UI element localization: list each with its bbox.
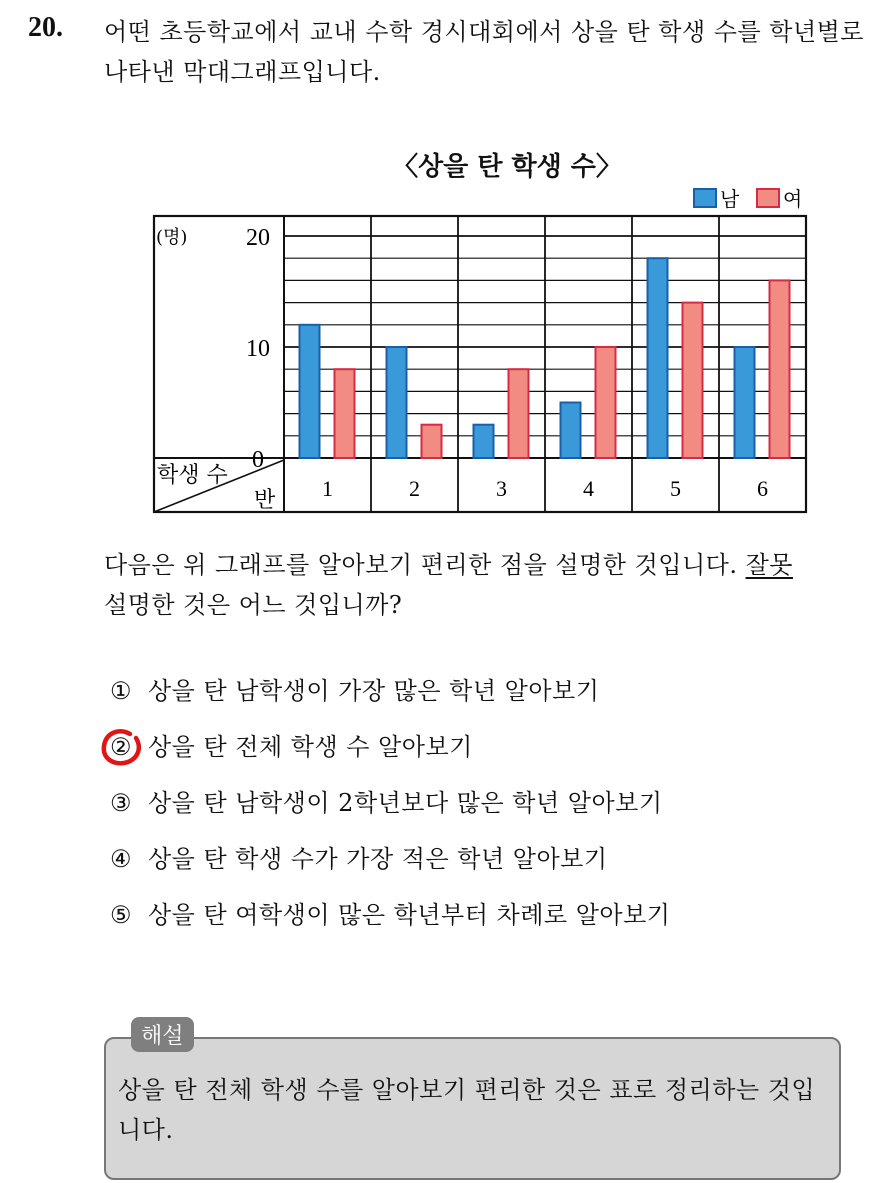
y-tick-label: 0 bbox=[252, 447, 264, 473]
option-4-number: ④ bbox=[110, 845, 133, 873]
bar-남-3 bbox=[474, 425, 494, 458]
option-3[interactable] bbox=[110, 787, 663, 819]
option-4[interactable] bbox=[110, 843, 608, 875]
question-number: 20. bbox=[28, 12, 63, 43]
option-5-text: 상을 탄 여학생이 많은 학년부터 차례로 알아보기 bbox=[148, 901, 671, 929]
bar-남-5 bbox=[648, 258, 668, 458]
legend-label-남: 남 bbox=[720, 187, 740, 211]
explanation-text: 상을 탄 전체 학생 수를 알아보기 편리한 것은 표로 정리하는 것입니다. bbox=[118, 1076, 816, 1144]
bar-여-5 bbox=[683, 303, 703, 458]
option-2[interactable] bbox=[110, 731, 473, 763]
x-category-label: 4 bbox=[583, 476, 594, 501]
x-category-label: 5 bbox=[670, 476, 681, 501]
x-category-label: 2 bbox=[409, 476, 420, 501]
x-category-label: 6 bbox=[757, 476, 768, 501]
x-category-label: 3 bbox=[496, 476, 507, 501]
option-1-number: ① bbox=[110, 677, 133, 705]
x-category-label: 1 bbox=[322, 476, 333, 501]
legend-label-여: 여 bbox=[783, 187, 803, 211]
y-tick-label: 20 bbox=[246, 225, 270, 251]
option-4-text: 상을 탄 학생 수가 가장 적은 학년 알아보기 bbox=[148, 845, 608, 873]
option-3-text: 상을 탄 남학생이 2학년보다 많은 학년 알아보기 bbox=[148, 789, 663, 817]
description-underlined: 잘못 bbox=[745, 551, 793, 579]
question-text: 어떤 초등학교에서 교내 수학 경시대회에서 상을 탄 학생 수를 학년별로 나타낸 막대그래프입니다. bbox=[104, 18, 864, 86]
option-5-number: ⑤ bbox=[110, 901, 133, 929]
option-5[interactable] bbox=[110, 899, 670, 931]
legend-swatch-여 bbox=[757, 189, 779, 207]
bar-남-6 bbox=[735, 347, 755, 458]
corner-top-label: 학생 수 bbox=[157, 463, 228, 488]
bar-여-4 bbox=[596, 347, 616, 458]
y-tick-label: 10 bbox=[246, 336, 270, 362]
bar-남-2 bbox=[387, 347, 407, 458]
option-1-text: 상을 탄 남학생이 가장 많은 학년 알아보기 bbox=[148, 677, 600, 705]
description-part1: 다음은 위 그래프를 알아보기 편리한 점을 설명한 것입니다. bbox=[104, 551, 746, 579]
answer-circle-mark bbox=[100, 728, 144, 768]
bar-chart bbox=[0, 0, 884, 540]
question-description bbox=[104, 545, 864, 625]
bar-여-2 bbox=[422, 425, 442, 458]
legend-swatch-남 bbox=[694, 189, 716, 207]
bar-남-4 bbox=[561, 403, 581, 459]
option-1[interactable] bbox=[110, 675, 599, 707]
corner-bottom-label: 반 bbox=[254, 488, 276, 513]
y-unit-label: (명) bbox=[156, 227, 188, 248]
chart-title: 〈상을 탄 학생 수〉 bbox=[392, 152, 622, 182]
bar-여-1 bbox=[335, 369, 355, 458]
option-3-number: ③ bbox=[110, 789, 133, 817]
option-2-number: ② bbox=[110, 733, 133, 761]
explanation-label: 해설 bbox=[131, 1017, 194, 1052]
bar-남-1 bbox=[300, 325, 320, 458]
bar-여-3 bbox=[509, 369, 529, 458]
bar-여-6 bbox=[770, 280, 790, 458]
description-part2: 설명한 것은 어느 것입니까? bbox=[104, 591, 403, 619]
option-2-text: 상을 탄 전체 학생 수 알아보기 bbox=[148, 733, 473, 761]
